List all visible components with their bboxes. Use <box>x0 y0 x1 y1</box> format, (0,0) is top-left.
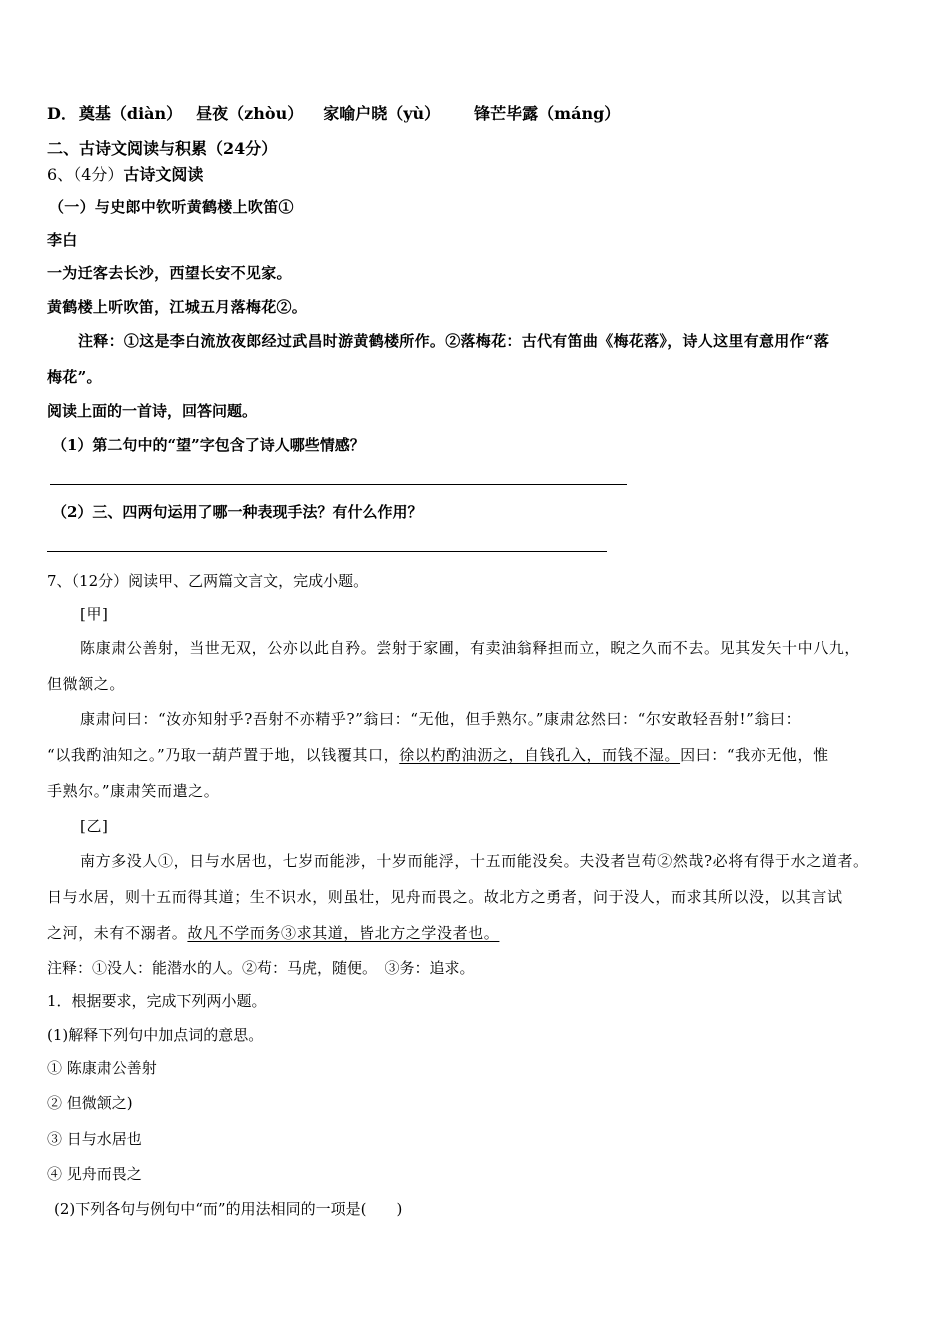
definition-item: ② 但微颔之) <box>47 1094 133 1112</box>
poem-note: 注释：①这是李白流放夜郎经过武昌时游黄鹤楼所作。②落梅花：古代有笛曲《梅花落》，诗人这里有意用作“落 <box>78 332 830 350</box>
passage-yi-line: 日与水居，则十五而得其道；生不识水，则虽壮，见舟而畏之。故北方之勇者，问于没人，而求其所以没，以其言试 <box>47 888 843 906</box>
answer-line[interactable] <box>47 551 607 552</box>
q6-number: 6、 <box>47 165 74 184</box>
q6-header <box>47 162 203 185</box>
poem-note-cont: 梅花”。 <box>47 368 102 386</box>
poem-line: 一为迁客去长沙，西望长安不见家。 <box>47 264 292 282</box>
passage-jia-line: 但微颔之。 <box>47 675 126 693</box>
poem-line: 黄鹤楼上听吹笛，江城五月落梅花②。 <box>47 298 308 316</box>
q7-header: 7、（12分）阅读甲、乙两篇文言文，完成小题。 <box>47 572 369 590</box>
passage-jia-line: 手熟尔。”康肃笑而遣之。 <box>47 782 220 800</box>
option-d <box>47 101 620 124</box>
passage-label-yi: [乙] <box>80 817 109 835</box>
option-d-item: 家喻户晓（yù） <box>323 104 441 123</box>
q6-title: 古诗文阅读 <box>123 165 204 184</box>
option-d-item: 锋芒毕露（máng） <box>474 104 621 123</box>
option-d-item: 奠基（diàn） <box>78 104 183 123</box>
q7-task-1: 1．根据要求，完成下列两小题。 <box>47 992 267 1010</box>
underlined-sentence: 故凡不学而务③求其道，皆北方之学没者也。 <box>187 924 500 942</box>
passage-yi-line: 南方多没人①，日与水居也，七岁而能涉，十岁而能浮，十五而能没矣。夫没者岂苟②然哉?必将有得于水之道者。 <box>80 852 869 870</box>
passage-jia-line <box>47 744 829 765</box>
q6-instruction: 阅读上面的一首诗，回答问题。 <box>47 402 258 420</box>
q6-score: （4分） <box>73 165 124 184</box>
q6-subquestion-1: （1）第二句中的“望”字包含了诗人哪些情感？ <box>52 436 365 454</box>
passage-text: 因曰：“我亦无他，惟 <box>680 746 829 764</box>
poem-author: 李白 <box>47 231 78 249</box>
passage-text: 之河，未有不溺者。 <box>47 924 188 942</box>
passage-jia-line: 陈康肃公善射，当世无双，公亦以此自矜。尝射于家圃，有卖油翁释担而立，睨之久而不去。见其发矢十中八九， <box>80 639 861 657</box>
passage-jia-line: 康肃问曰：“汝亦知射乎?吾射不亦精乎?”翁曰：“无他，但手熟尔。”康肃忿然曰：“尔安敢轻吾射!”翁曰： <box>80 710 802 728</box>
q7-task-1-1: (1)解释下列句中加点词的意思。 <box>47 1026 264 1044</box>
definition-item: ④ 见舟而畏之 <box>47 1165 142 1183</box>
option-d-label: D． <box>47 104 77 123</box>
passage-yi-line <box>47 922 499 943</box>
q6-subquestion-2: （2）三、四两句运用了哪一种表现手法？有什么作用？ <box>52 503 423 521</box>
definition-item: ③ 日与水居也 <box>47 1130 142 1148</box>
section-heading: 二、古诗文阅读与积累（24分） <box>47 139 278 158</box>
answer-line[interactable] <box>50 484 627 485</box>
definition-item: ① 陈康肃公善射 <box>47 1059 157 1077</box>
poem-title: （一）与史郎中钦听黄鹤楼上吹笛① <box>49 198 294 216</box>
passage-label-jia: [甲] <box>80 605 109 623</box>
passage-notes: 注释：①没人：能潜水的人。②苟：马虎，随便。 ③务：追求。 <box>47 959 475 977</box>
underlined-sentence: 徐以杓酌油沥之，自钱孔入，而钱不湿。 <box>399 746 681 764</box>
q7-task-1-2: (2)下列各句与例句中“而”的用法相同的一项是( ) <box>54 1200 403 1218</box>
passage-text: “以我酌油知之。”乃取一葫芦置于地，以钱覆其口， <box>47 746 400 764</box>
option-d-item: 昼夜（zhòu） <box>196 104 304 123</box>
